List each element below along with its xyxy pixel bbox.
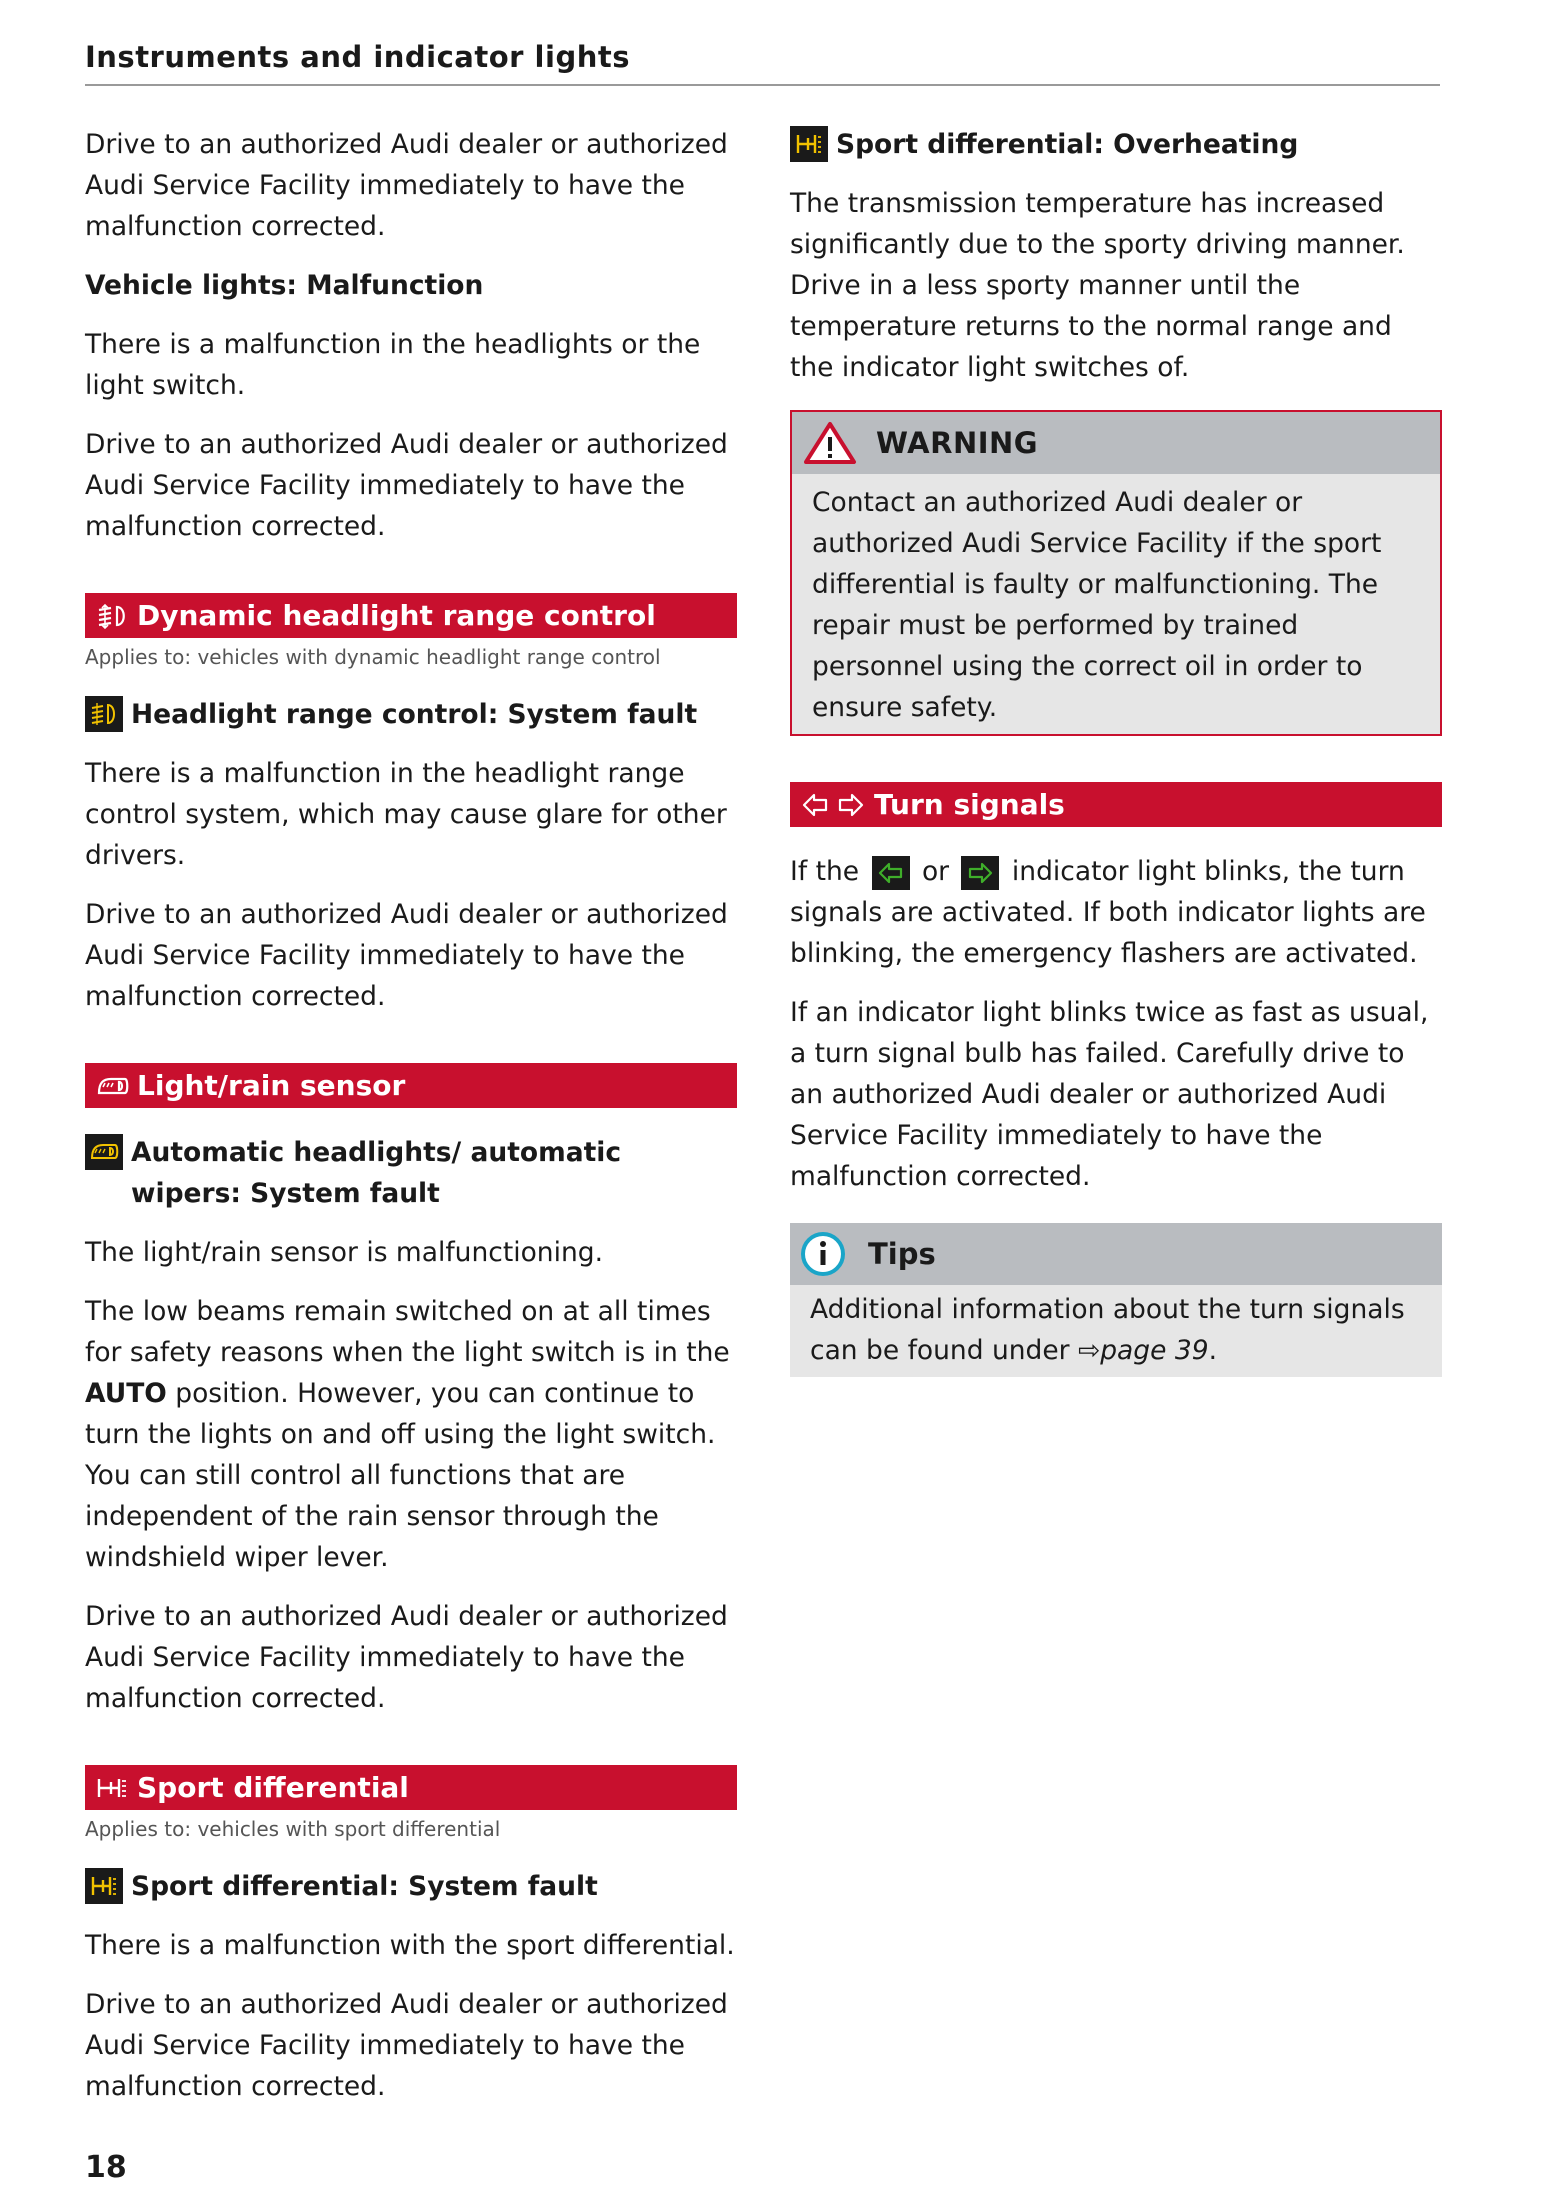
text: If the xyxy=(790,856,860,887)
paragraph: Drive to an authorized Audi dealer or authorized Audi Service Facility immediately to have the malfunction corrected. xyxy=(85,1989,728,2102)
text: or xyxy=(921,856,950,887)
sport-differential-icon xyxy=(95,1773,129,1803)
heading-text: Automatic headlights/ automatic wipers: System fault xyxy=(131,1137,622,1209)
section-bar-dynamic-headlight xyxy=(85,593,737,638)
sport-diff-overheat-heading xyxy=(790,124,1442,165)
headlight-range-indicator-icon xyxy=(85,696,123,732)
text: The low beams remain switched on at all times for safety reasons when the light switch is in the xyxy=(85,1296,730,1368)
tips-box xyxy=(790,1223,1442,1377)
heading-text: Sport differential: System fault xyxy=(131,1871,598,1902)
sport-diff-fault-heading xyxy=(85,1866,737,1907)
light-rain-heading xyxy=(85,1132,737,1214)
sport-differential-indicator-icon xyxy=(790,126,828,162)
turn-signal-arrows-icon xyxy=(800,790,866,820)
warning-label: WARNING xyxy=(876,426,1039,460)
paragraph: Drive to an authorized Audi dealer or authorized Audi Service Facility immediately to have the malfunction corrected. xyxy=(85,899,728,1012)
tips-text: Additional information about the turn signals can be found under xyxy=(810,1294,1405,1366)
section-title: Dynamic headlight range control xyxy=(137,599,656,632)
text: indicator light blinks, the turn signals are activated. If both indicator lights are blinking, the emergency flashers are activated. xyxy=(790,856,1426,969)
section-title: Light/rain sensor xyxy=(137,1069,406,1102)
light-rain-sensor-icon xyxy=(95,1071,129,1101)
section-title: Sport differential xyxy=(137,1771,409,1804)
tips-body xyxy=(790,1285,1442,1377)
warning-text: Contact an authorized Audi dealer or authorized Audi Service Facility if the sport differential is faulty or malfunctioning. The repair must be performed by trained personnel using the correct oil in order to ensure safety. xyxy=(812,487,1382,723)
tips-label: Tips xyxy=(868,1237,936,1271)
light-rain-indicator-icon xyxy=(85,1134,123,1170)
text: position. However, you can continue to turn the lights on and off using the light switch. You can still control all functions that are independent of the rain sensor through the windshield wiper lever. xyxy=(85,1378,716,1573)
auto-label: AUTO xyxy=(85,1378,167,1409)
paragraph: Drive to an authorized Audi dealer or authorized Audi Service Facility immediately to have the malfunction corrected. xyxy=(85,129,728,242)
paragraph: If an indicator light blinks twice as fast as usual, a turn signal bulb has failed. Carefully drive to an authorized Audi dealer or authorized Audi Service Facility immediately to have the malfunction corrected. xyxy=(790,997,1429,1192)
paragraph xyxy=(85,1291,737,1578)
right-column xyxy=(790,124,1442,1377)
section-bar-turn-signals xyxy=(790,782,1442,827)
text: . xyxy=(1208,1335,1218,1366)
running-head: Instruments and indicator lights xyxy=(85,40,630,74)
paragraph: The transmission temperature has increased significantly due to the sporty driving manner. Drive in a less sporty manner until the temperature returns to the normal range and the indicator light switches of. xyxy=(790,188,1405,383)
warning-body xyxy=(792,474,1440,734)
heading-text: Headlight range control: System fault xyxy=(131,699,698,730)
section-title: Turn signals xyxy=(874,788,1065,821)
paragraph: The light/rain sensor is malfunctioning. xyxy=(85,1237,603,1268)
section-bar-sport-differential xyxy=(85,1765,737,1810)
paragraph: Drive to an authorized Audi dealer or authorized Audi Service Facility immediately to have the malfunction corrected. xyxy=(85,429,728,542)
headlight-range-heading xyxy=(85,694,737,735)
paragraph: There is a malfunction with the sport differential. xyxy=(85,1930,735,1961)
sport-differential-indicator-icon xyxy=(85,1868,123,1904)
page-number: 18 xyxy=(85,2150,127,2185)
applies-to: Applies to: vehicles with sport differential xyxy=(85,1817,501,1841)
warning-box xyxy=(790,410,1442,736)
paragraph: Drive to an authorized Audi dealer or authorized Audi Service Facility immediately to have the malfunction corrected. xyxy=(85,1601,728,1714)
warning-header xyxy=(792,412,1440,474)
ref-arrow-icon: ⇨ xyxy=(1078,1335,1101,1366)
tips-header xyxy=(790,1223,1442,1285)
left-column xyxy=(85,124,737,2125)
paragraph xyxy=(790,851,1442,974)
heading-text: Sport differential: Overheating xyxy=(836,129,1299,160)
paragraph: There is a malfunction in the headlights or the light switch. xyxy=(85,329,701,401)
paragraph: There is a malfunction in the headlight range control system, which may cause glare for other drivers. xyxy=(85,758,727,871)
page-reference-link[interactable]: page 39 xyxy=(1100,1335,1209,1366)
applies-to: Applies to: vehicles with dynamic headlight range control xyxy=(85,645,661,669)
headlight-range-icon xyxy=(95,601,129,631)
left-turn-indicator-icon xyxy=(872,856,910,890)
vehicle-lights-heading: Vehicle lights: Malfunction xyxy=(85,270,484,301)
section-bar-light-rain xyxy=(85,1063,737,1108)
warning-triangle-icon xyxy=(802,420,858,466)
right-turn-indicator-icon xyxy=(961,856,999,890)
header-rule xyxy=(85,84,1440,86)
info-icon xyxy=(800,1231,846,1277)
